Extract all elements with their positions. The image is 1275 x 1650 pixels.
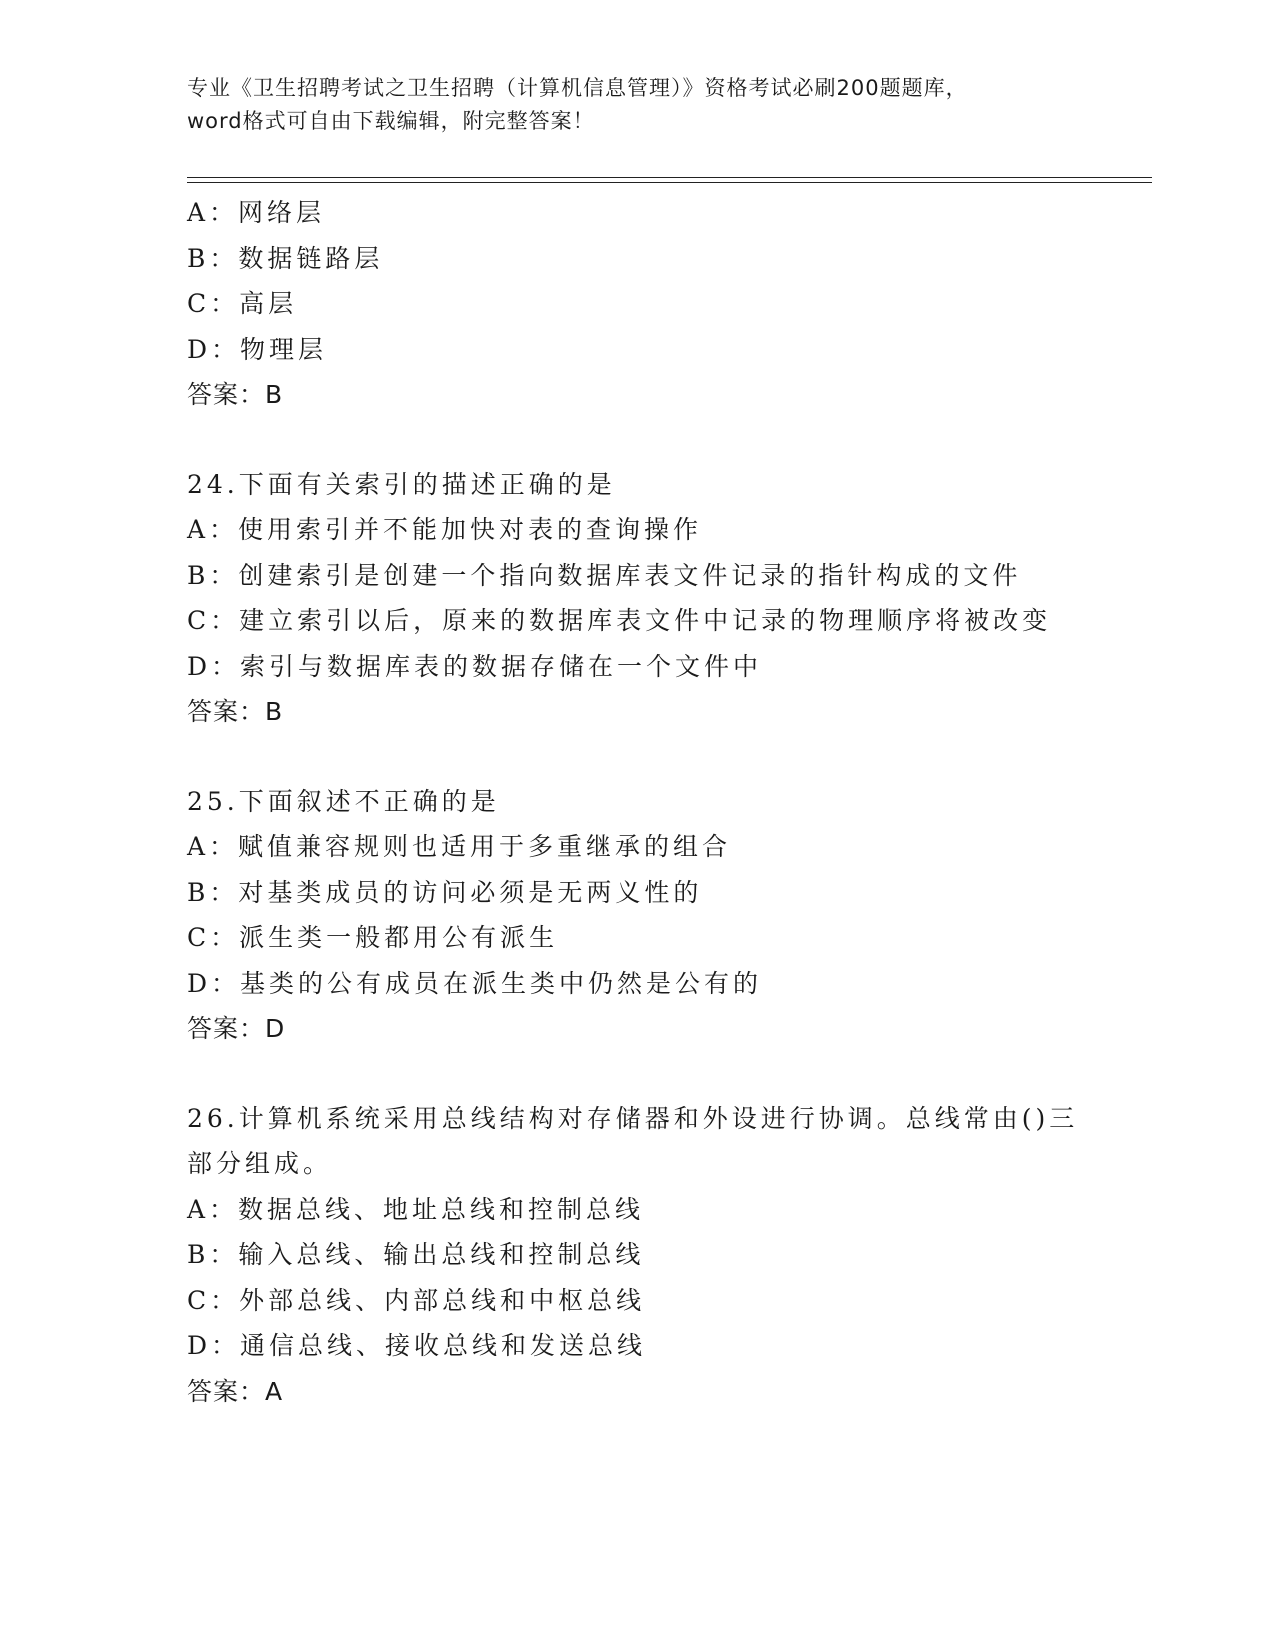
option-c: C：建立索引以后，原来的数据库表文件中记录的物理顺序将被改变: [187, 606, 1052, 635]
option-b: B：数据链路层: [187, 243, 384, 273]
answer: 答案：A: [187, 1376, 284, 1406]
question-26: [187, 1096, 1152, 1415]
answer: 答案：B: [187, 380, 284, 409]
option-b: B：输入总线、输出总线和控制总线: [187, 1240, 645, 1269]
option-c: C：外部总线、内部总线和中枢总线: [187, 1285, 646, 1315]
document-header: [187, 72, 1087, 138]
option-a: A：赋值兼容规则也适用于多重继承的组合: [187, 832, 732, 861]
option-a: A：网络层: [187, 198, 326, 227]
header-title-line-1: 专业《卫生招聘考试之卫生招聘（计算机信息管理）》资格考试必刷200题题库，: [187, 76, 968, 100]
question-list: [187, 190, 1152, 1414]
spacer: [187, 1052, 1152, 1096]
question-25: [187, 779, 1152, 1052]
header-divider-bottom: [187, 182, 1152, 183]
question-stem: 25.下面叙述不正确的是: [187, 786, 500, 816]
spacer: [187, 418, 1152, 462]
option-c: C：派生类一般都用公有派生: [187, 923, 559, 952]
answer: 答案：D: [187, 1014, 286, 1043]
option-d: D：通信总线、接收总线和发送总线: [187, 1331, 647, 1360]
option-d: D：基类的公有成员在派生类中仍然是公有的: [187, 968, 763, 998]
spacer: [187, 735, 1152, 779]
option-d: D：索引与数据库表的数据存储在一个文件中: [187, 651, 763, 681]
option-a: A：数据总线、地址总线和控制总线: [187, 1194, 645, 1224]
option-b: B：创建索引是创建一个指向数据库表文件记录的指针构成的文件: [187, 560, 1022, 590]
header-divider-top: [187, 177, 1152, 178]
option-a: A：使用索引并不能加快对表的查询操作: [187, 515, 703, 544]
answer: 答案：B: [187, 697, 284, 726]
question-24: [187, 462, 1152, 735]
question-stem-line-1: 26.计算机系统采用总线结构对存储器和外设进行协调。总线常由()三: [187, 1103, 1079, 1133]
question-stem: 24.下面有关索引的描述正确的是: [187, 469, 616, 499]
question-stem-line-2: 部分组成。: [187, 1149, 333, 1178]
option-b: B：对基类成员的访问必须是无两义性的: [187, 877, 703, 907]
header-title-line-2: word格式可自由下载编辑，附完整答案！: [187, 109, 595, 133]
question-23: [187, 190, 1152, 418]
option-c: C：高层: [187, 289, 298, 318]
option-d: D：物理层: [187, 334, 328, 364]
